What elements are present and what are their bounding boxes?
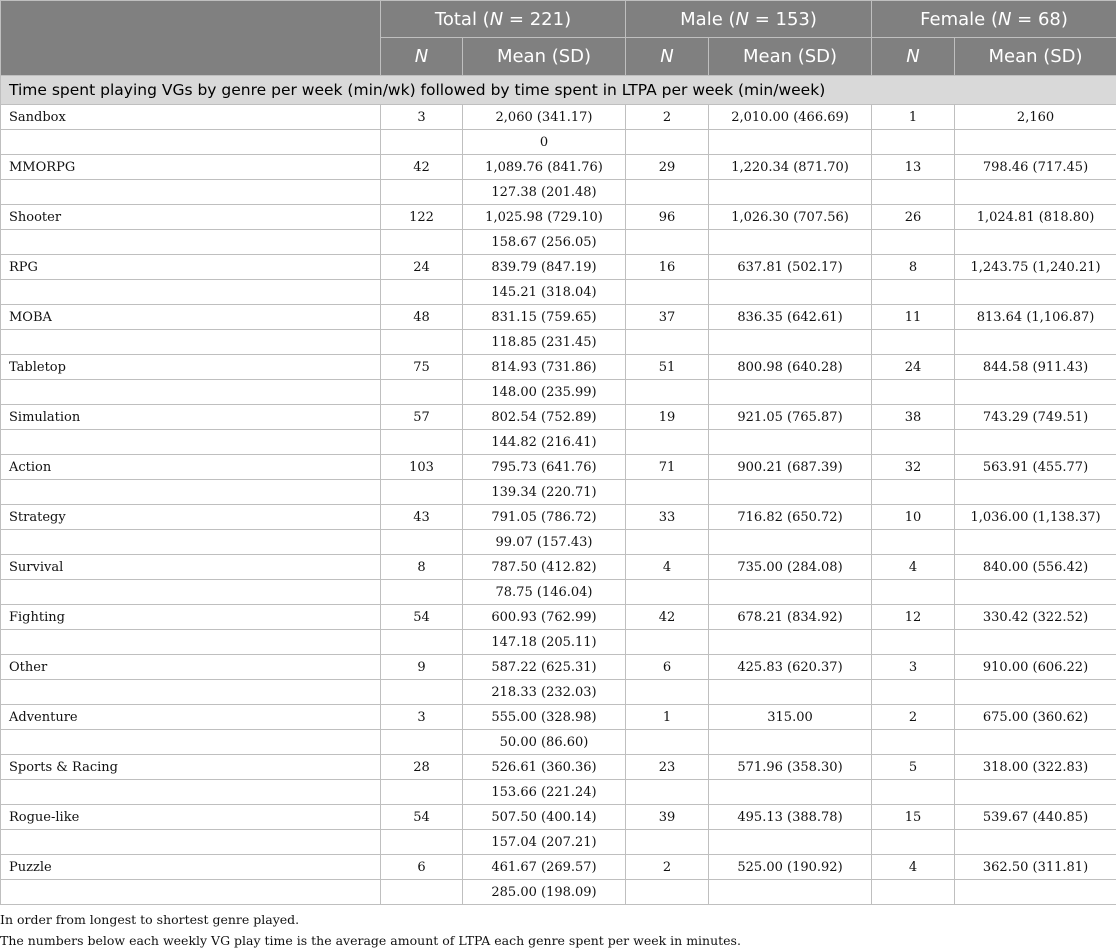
male-mean-cell: 2,010.00 (466.69): [709, 105, 872, 130]
total-mean-cell: 814.93 (731.86): [463, 355, 626, 380]
empty-cell: [709, 480, 872, 505]
female-n-cell: 8: [872, 255, 955, 280]
genre-cell: Tabletop: [1, 355, 381, 380]
table-row: [1, 605, 1116, 630]
male-mean-cell: 425.83 (620.37): [709, 655, 872, 680]
ltpa-cell: 285.00 (198.09): [463, 880, 626, 905]
empty-cell: [626, 780, 709, 805]
table-row: [1, 255, 1116, 280]
empty-cell: [709, 380, 872, 405]
ltpa-cell: 127.38 (201.48): [463, 180, 626, 205]
genre-cell: MOBA: [1, 305, 381, 330]
empty-cell: [1, 330, 381, 355]
ltpa-row: [1, 830, 1116, 855]
ltpa-row: [1, 630, 1116, 655]
ltpa-row: [1, 430, 1116, 455]
female-mean-cell: 910.00 (606.22): [955, 655, 1116, 680]
empty-cell: [872, 180, 955, 205]
genre-cell: Strategy: [1, 505, 381, 530]
empty-cell: [872, 780, 955, 805]
female-mean-cell: 844.58 (911.43): [955, 355, 1116, 380]
female-n-cell: 32: [872, 455, 955, 480]
empty-cell: [709, 130, 872, 155]
ltpa-cell: 218.33 (232.03): [463, 680, 626, 705]
header-female-n: N: [872, 38, 955, 76]
total-n-cell: 54: [381, 605, 463, 630]
female-n-cell: 26: [872, 205, 955, 230]
empty-cell: [1, 530, 381, 555]
male-mean-cell: 525.00 (190.92): [709, 855, 872, 880]
empty-cell: [1, 130, 381, 155]
total-n-cell: 9: [381, 655, 463, 680]
ltpa-cell: 147.18 (205.11): [463, 630, 626, 655]
empty-cell: [1, 680, 381, 705]
male-n-cell: 29: [626, 155, 709, 180]
ltpa-row: [1, 480, 1116, 505]
female-mean-cell: 675.00 (360.62): [955, 705, 1116, 730]
header-total-mean: Mean (SD): [463, 38, 626, 76]
empty-cell: [626, 730, 709, 755]
empty-cell: [381, 330, 463, 355]
female-n-cell: 2: [872, 705, 955, 730]
female-mean-cell: 1,024.81 (818.80): [955, 205, 1116, 230]
table-header: [1, 1, 1116, 76]
male-mean-cell: 571.96 (358.30): [709, 755, 872, 780]
empty-cell: [381, 180, 463, 205]
empty-cell: [709, 530, 872, 555]
female-n-cell: 3: [872, 655, 955, 680]
empty-cell: [381, 680, 463, 705]
empty-cell: [626, 330, 709, 355]
note-ltpa: The numbers below each weekly VG play time is the average amount of LTPA each genre spent per week in minutes.: [0, 933, 741, 948]
total-mean-cell: 791.05 (786.72): [463, 505, 626, 530]
empty-cell: [381, 780, 463, 805]
total-mean-cell: 1,025.98 (729.10): [463, 205, 626, 230]
header-male: Male (N = 153): [626, 1, 872, 38]
ltpa-cell: 139.34 (220.71): [463, 480, 626, 505]
empty-cell: [381, 480, 463, 505]
empty-cell: [1, 480, 381, 505]
empty-cell: [709, 280, 872, 305]
ltpa-cell: 148.00 (235.99): [463, 380, 626, 405]
male-mean-cell: 921.05 (765.87): [709, 405, 872, 430]
total-n-cell: 103: [381, 455, 463, 480]
genre-cell: Action: [1, 455, 381, 480]
female-n-cell: 12: [872, 605, 955, 630]
male-mean-cell: 735.00 (284.08): [709, 555, 872, 580]
ltpa-cell: 50.00 (86.60): [463, 730, 626, 755]
empty-cell: [872, 230, 955, 255]
empty-cell: [872, 880, 955, 905]
table-row: [1, 705, 1116, 730]
male-mean-cell: 495.13 (388.78): [709, 805, 872, 830]
male-mean-cell: 315.00: [709, 705, 872, 730]
male-n-cell: 33: [626, 505, 709, 530]
empty-cell: [872, 830, 955, 855]
male-mean-cell: 1,026.30 (707.56): [709, 205, 872, 230]
empty-cell: [381, 380, 463, 405]
empty-cell: [955, 580, 1116, 605]
male-n-cell: 23: [626, 755, 709, 780]
total-mean-cell: 555.00 (328.98): [463, 705, 626, 730]
female-n-cell: 10: [872, 505, 955, 530]
male-mean-cell: 836.35 (642.61): [709, 305, 872, 330]
empty-cell: [1, 780, 381, 805]
female-mean-cell: 2,160: [955, 105, 1116, 130]
total-mean-cell: 787.50 (412.82): [463, 555, 626, 580]
total-n-cell: 75: [381, 355, 463, 380]
empty-cell: [955, 380, 1116, 405]
genre-cell: Survival: [1, 555, 381, 580]
empty-cell: [381, 530, 463, 555]
ltpa-row: [1, 130, 1116, 155]
male-mean-cell: 1,220.34 (871.70): [709, 155, 872, 180]
female-n-cell: 4: [872, 555, 955, 580]
male-mean-cell: 900.21 (687.39): [709, 455, 872, 480]
table-row: [1, 555, 1116, 580]
total-mean-cell: 507.50 (400.14): [463, 805, 626, 830]
empty-cell: [709, 580, 872, 605]
male-n-cell: 19: [626, 405, 709, 430]
table-row: [1, 655, 1116, 680]
empty-cell: [709, 630, 872, 655]
ltpa-row: [1, 180, 1116, 205]
genre-cell: Other: [1, 655, 381, 680]
empty-cell: [381, 880, 463, 905]
genre-cell: Adventure: [1, 705, 381, 730]
empty-cell: [955, 730, 1116, 755]
genre-cell: Simulation: [1, 405, 381, 430]
empty-cell: [1, 880, 381, 905]
male-n-cell: 1: [626, 705, 709, 730]
empty-cell: [709, 180, 872, 205]
empty-cell: [709, 330, 872, 355]
genre-cell: Sports & Racing: [1, 755, 381, 780]
empty-cell: [872, 380, 955, 405]
ltpa-row: [1, 680, 1116, 705]
total-mean-cell: 526.61 (360.36): [463, 755, 626, 780]
ltpa-cell: 144.82 (216.41): [463, 430, 626, 455]
total-n-cell: 3: [381, 705, 463, 730]
genre-cell: Fighting: [1, 605, 381, 630]
total-n-cell: 8: [381, 555, 463, 580]
total-n-cell: 122: [381, 205, 463, 230]
empty-cell: [1, 230, 381, 255]
ltpa-row: [1, 280, 1116, 305]
empty-cell: [626, 230, 709, 255]
female-mean-cell: 840.00 (556.42): [955, 555, 1116, 580]
ltpa-row: [1, 730, 1116, 755]
total-n-cell: 6: [381, 855, 463, 880]
table-row: [1, 455, 1116, 480]
male-mean-cell: 678.21 (834.92): [709, 605, 872, 630]
ltpa-cell: 78.75 (146.04): [463, 580, 626, 605]
total-n-cell: 54: [381, 805, 463, 830]
empty-cell: [709, 430, 872, 455]
genre-cell: RPG: [1, 255, 381, 280]
empty-cell: [1, 830, 381, 855]
empty-cell: [955, 880, 1116, 905]
empty-cell: [1, 380, 381, 405]
empty-cell: [1, 580, 381, 605]
empty-cell: [955, 680, 1116, 705]
table-row: [1, 155, 1116, 180]
empty-cell: [1, 280, 381, 305]
female-mean-cell: 539.67 (440.85): [955, 805, 1116, 830]
total-n-cell: 48: [381, 305, 463, 330]
empty-cell: [381, 830, 463, 855]
empty-cell: [1, 430, 381, 455]
ltpa-cell: 153.66 (221.24): [463, 780, 626, 805]
empty-cell: [955, 830, 1116, 855]
empty-cell: [955, 330, 1116, 355]
empty-cell: [626, 130, 709, 155]
table-row: [1, 855, 1116, 880]
genre-cell: Sandbox: [1, 105, 381, 130]
empty-cell: [626, 380, 709, 405]
male-n-cell: 42: [626, 605, 709, 630]
table-row: [1, 505, 1116, 530]
empty-cell: [1, 730, 381, 755]
note-order: In order from longest to shortest genre played.: [0, 912, 300, 927]
empty-cell: [872, 530, 955, 555]
table-row: [1, 105, 1116, 130]
ltpa-row: [1, 780, 1116, 805]
total-n-cell: 3: [381, 105, 463, 130]
empty-cell: [381, 730, 463, 755]
empty-cell: [626, 280, 709, 305]
empty-cell: [872, 280, 955, 305]
empty-cell: [709, 880, 872, 905]
male-n-cell: 37: [626, 305, 709, 330]
ltpa-cell: 157.04 (207.21): [463, 830, 626, 855]
header-blank-cell: [1, 1, 381, 76]
total-n-cell: 42: [381, 155, 463, 180]
empty-cell: [872, 430, 955, 455]
female-mean-cell: 1,243.75 (1,240.21): [955, 255, 1116, 280]
ltpa-row: [1, 380, 1116, 405]
ltpa-cell: 145.21 (318.04): [463, 280, 626, 305]
ltpa-row: [1, 330, 1116, 355]
male-n-cell: 16: [626, 255, 709, 280]
ltpa-row: [1, 530, 1116, 555]
header-female-mean: Mean (SD): [955, 38, 1116, 76]
genre-cell: Puzzle: [1, 855, 381, 880]
female-mean-cell: 743.29 (749.51): [955, 405, 1116, 430]
ltpa-row: [1, 880, 1116, 905]
female-n-cell: 15: [872, 805, 955, 830]
male-n-cell: 2: [626, 105, 709, 130]
female-n-cell: 1: [872, 105, 955, 130]
genre-cell: Rogue-like: [1, 805, 381, 830]
total-mean-cell: 600.93 (762.99): [463, 605, 626, 630]
total-mean-cell: 2,060 (341.17): [463, 105, 626, 130]
empty-cell: [955, 280, 1116, 305]
ltpa-cell: 99.07 (157.43): [463, 530, 626, 555]
female-n-cell: 38: [872, 405, 955, 430]
male-n-cell: 96: [626, 205, 709, 230]
empty-cell: [872, 680, 955, 705]
empty-cell: [626, 580, 709, 605]
empty-cell: [381, 280, 463, 305]
empty-cell: [626, 630, 709, 655]
table-row: [1, 405, 1116, 430]
empty-cell: [381, 630, 463, 655]
empty-cell: [955, 180, 1116, 205]
empty-cell: [955, 530, 1116, 555]
female-n-cell: 11: [872, 305, 955, 330]
female-mean-cell: 1,036.00 (1,138.37): [955, 505, 1116, 530]
empty-cell: [872, 730, 955, 755]
female-n-cell: 4: [872, 855, 955, 880]
male-n-cell: 39: [626, 805, 709, 830]
empty-cell: [955, 130, 1116, 155]
empty-cell: [955, 630, 1116, 655]
female-mean-cell: 330.42 (322.52): [955, 605, 1116, 630]
ltpa-cell: 118.85 (231.45): [463, 330, 626, 355]
table-row: [1, 305, 1116, 330]
empty-cell: [709, 680, 872, 705]
ltpa-row: [1, 230, 1116, 255]
male-n-cell: 71: [626, 455, 709, 480]
table-row: [1, 805, 1116, 830]
genre-cell: MMORPG: [1, 155, 381, 180]
table-row: [1, 755, 1116, 780]
male-n-cell: 51: [626, 355, 709, 380]
male-n-cell: 2: [626, 855, 709, 880]
empty-cell: [1, 180, 381, 205]
empty-cell: [626, 830, 709, 855]
female-mean-cell: 798.46 (717.45): [955, 155, 1116, 180]
ltpa-cell: 158.67 (256.05): [463, 230, 626, 255]
empty-cell: [626, 430, 709, 455]
empty-cell: [381, 230, 463, 255]
empty-cell: [381, 580, 463, 605]
female-n-cell: 13: [872, 155, 955, 180]
male-n-cell: 6: [626, 655, 709, 680]
male-mean-cell: 800.98 (640.28): [709, 355, 872, 380]
empty-cell: [955, 780, 1116, 805]
genre-cell: Shooter: [1, 205, 381, 230]
male-mean-cell: 716.82 (650.72): [709, 505, 872, 530]
header-male-mean: Mean (SD): [709, 38, 872, 76]
male-n-cell: 4: [626, 555, 709, 580]
empty-cell: [955, 480, 1116, 505]
empty-cell: [872, 130, 955, 155]
empty-cell: [709, 830, 872, 855]
table-notes: [0, 909, 741, 951]
empty-cell: [709, 780, 872, 805]
empty-cell: [872, 630, 955, 655]
empty-cell: [626, 180, 709, 205]
female-n-cell: 24: [872, 355, 955, 380]
female-mean-cell: 563.91 (455.77): [955, 455, 1116, 480]
empty-cell: [1, 630, 381, 655]
header-total: Total (N = 221): [381, 1, 626, 38]
empty-cell: [626, 480, 709, 505]
total-mean-cell: 587.22 (625.31): [463, 655, 626, 680]
empty-cell: [381, 430, 463, 455]
table-row: [1, 355, 1116, 380]
empty-cell: [872, 580, 955, 605]
table-body: [1, 76, 1116, 905]
female-mean-cell: 318.00 (322.83): [955, 755, 1116, 780]
table-row: [1, 205, 1116, 230]
ltpa-cell: 0: [463, 130, 626, 155]
total-n-cell: 43: [381, 505, 463, 530]
header-total-n: N: [381, 38, 463, 76]
female-mean-cell: 362.50 (311.81): [955, 855, 1116, 880]
empty-cell: [626, 880, 709, 905]
female-n-cell: 5: [872, 755, 955, 780]
header-male-n: N: [626, 38, 709, 76]
total-mean-cell: 461.67 (269.57): [463, 855, 626, 880]
total-n-cell: 24: [381, 255, 463, 280]
total-mean-cell: 839.79 (847.19): [463, 255, 626, 280]
empty-cell: [381, 130, 463, 155]
male-mean-cell: 637.81 (502.17): [709, 255, 872, 280]
total-mean-cell: 802.54 (752.89): [463, 405, 626, 430]
total-n-cell: 57: [381, 405, 463, 430]
empty-cell: [709, 730, 872, 755]
total-mean-cell: 831.15 (759.65): [463, 305, 626, 330]
total-n-cell: 28: [381, 755, 463, 780]
empty-cell: [872, 330, 955, 355]
empty-cell: [955, 230, 1116, 255]
ltpa-row: [1, 580, 1116, 605]
section-title: Time spent playing VGs by genre per week (min/wk) followed by time spent in LTPA per week (min/week): [1, 76, 1116, 105]
female-mean-cell: 813.64 (1,106.87): [955, 305, 1116, 330]
empty-cell: [709, 230, 872, 255]
total-mean-cell: 795.73 (641.76): [463, 455, 626, 480]
empty-cell: [955, 430, 1116, 455]
header-female: Female (N = 68): [872, 1, 1116, 38]
section-row: [1, 76, 1116, 105]
total-mean-cell: 1,089.76 (841.76): [463, 155, 626, 180]
empty-cell: [626, 530, 709, 555]
empty-cell: [872, 480, 955, 505]
empty-cell: [626, 680, 709, 705]
